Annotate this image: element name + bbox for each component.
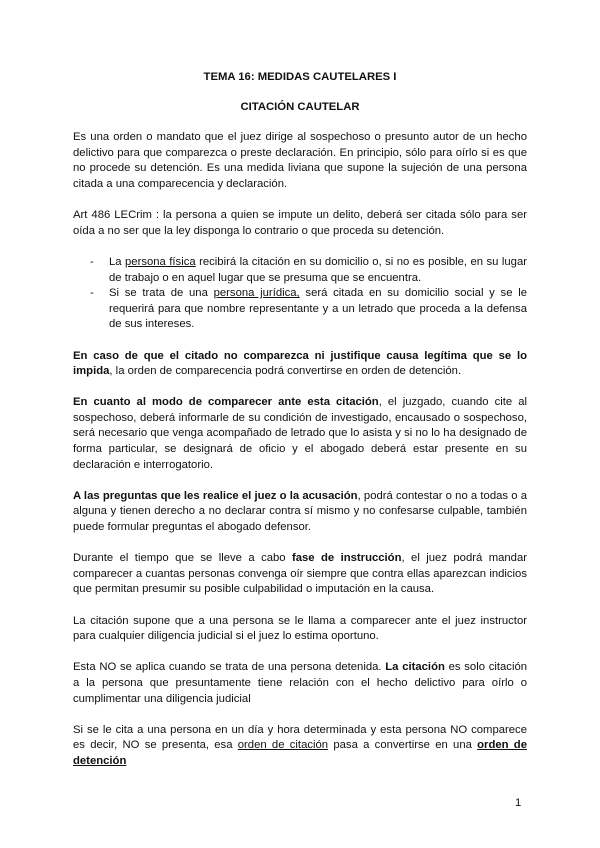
underlined-term: persona jurídica, [213, 287, 300, 300]
paragraph-fase-instruccion: Durante el tiempo que se lleve a cabo fase de instrucción, el juez podrá mandar comparecer a cuantas personas convenga oír siempre que contra ellas aparezcan indicios que permitan presumir su posible culpabilidad o imputación en la causa. [73, 552, 527, 596]
list-item: - Si se trata de una persona jurídica, será citada en su domicilio social y se le requerirá para que nombre representante y a un letrado que proceda a la defensa de sus intereses. [90, 287, 527, 331]
list-item: - La persona física recibirá la citación en su domicilio o, si no es posible, en su lugar de trabajo o en aquel lugar que se presuma que se encuentra. [90, 255, 527, 284]
paragraph-article-486: Art 486 LECrim : la persona a quien se impute un delito, deberá ser citada sólo para ser oída a no ser que la ley disponga lo contrario o que proceda su detención. [73, 209, 527, 237]
paragraph-citacion-supone: La citación supone que a una persona se le llama a comparecer ante el juez instructor para cualquier diligencia judicial si el juez lo estima oportuno. [73, 614, 527, 643]
document-title: TEMA 16: MEDIDAS CAUTELARES I [203, 71, 397, 83]
underlined-term: persona física [125, 255, 196, 268]
bullet-dash: - [90, 255, 94, 268]
bullet-list [73, 255, 527, 333]
paragraph-preguntas: A las preguntas que les realice el juez o la acusación, podrá contestar o no a todas o a alguna y tienen derecho a no declarar contra sí mismo y no confesarse culpable, también puede formular preguntas el abogado defensor. [73, 489, 527, 534]
section-title: CITACIÓN CAUTELAR [240, 100, 360, 113]
paragraph-definition: Es una orden o mandato que el juez dirige al sospechoso o presunto autor de un hecho delictivo para que comparezca o preste declaración. En principio, sólo para oírlo si es que no procede su detención. Es una medida liviana que supone la sujeción de una persona citada a una comparecencia y declaración. [73, 131, 527, 190]
paragraph-no-comparecencia: En caso de que el citado no comparezca ni justifique causa legítima que se lo impida, la orden de comparecencia podrá convertirse en orden de detención. [73, 349, 527, 378]
page-number: 1 [515, 797, 522, 809]
bullet-dash: - [90, 287, 94, 300]
paragraph-modo-comparecer: En cuanto al modo de comparecer ante esta citación, el juzgado, cuando cite al sospechoso, deberá informarle de su condición de investigado, encausado o sospechoso, será necesario que venga acompañado de letrado que lo asista y si no lo ha designado de forma particular, se designará de oficio y el abogado deberá estar presente en su declaración e interrogatorio. [73, 396, 527, 471]
document-body [73, 70, 527, 785]
paragraph-persona-detenida: Esta NO se aplica cuando se trata de una persona detenida. La citación es solo citación a la persona que presuntamente tiene relación con el hecho delictivo para oírlo o cumplimentar una diligencia judicial [73, 661, 528, 705]
paragraph-orden-detencion: Si se le cita a una persona en un día y hora determinada y esta persona NO comparece es decir, NO se presenta, esa orden de citación pasa a convertirse en una orden de detención [73, 723, 527, 767]
